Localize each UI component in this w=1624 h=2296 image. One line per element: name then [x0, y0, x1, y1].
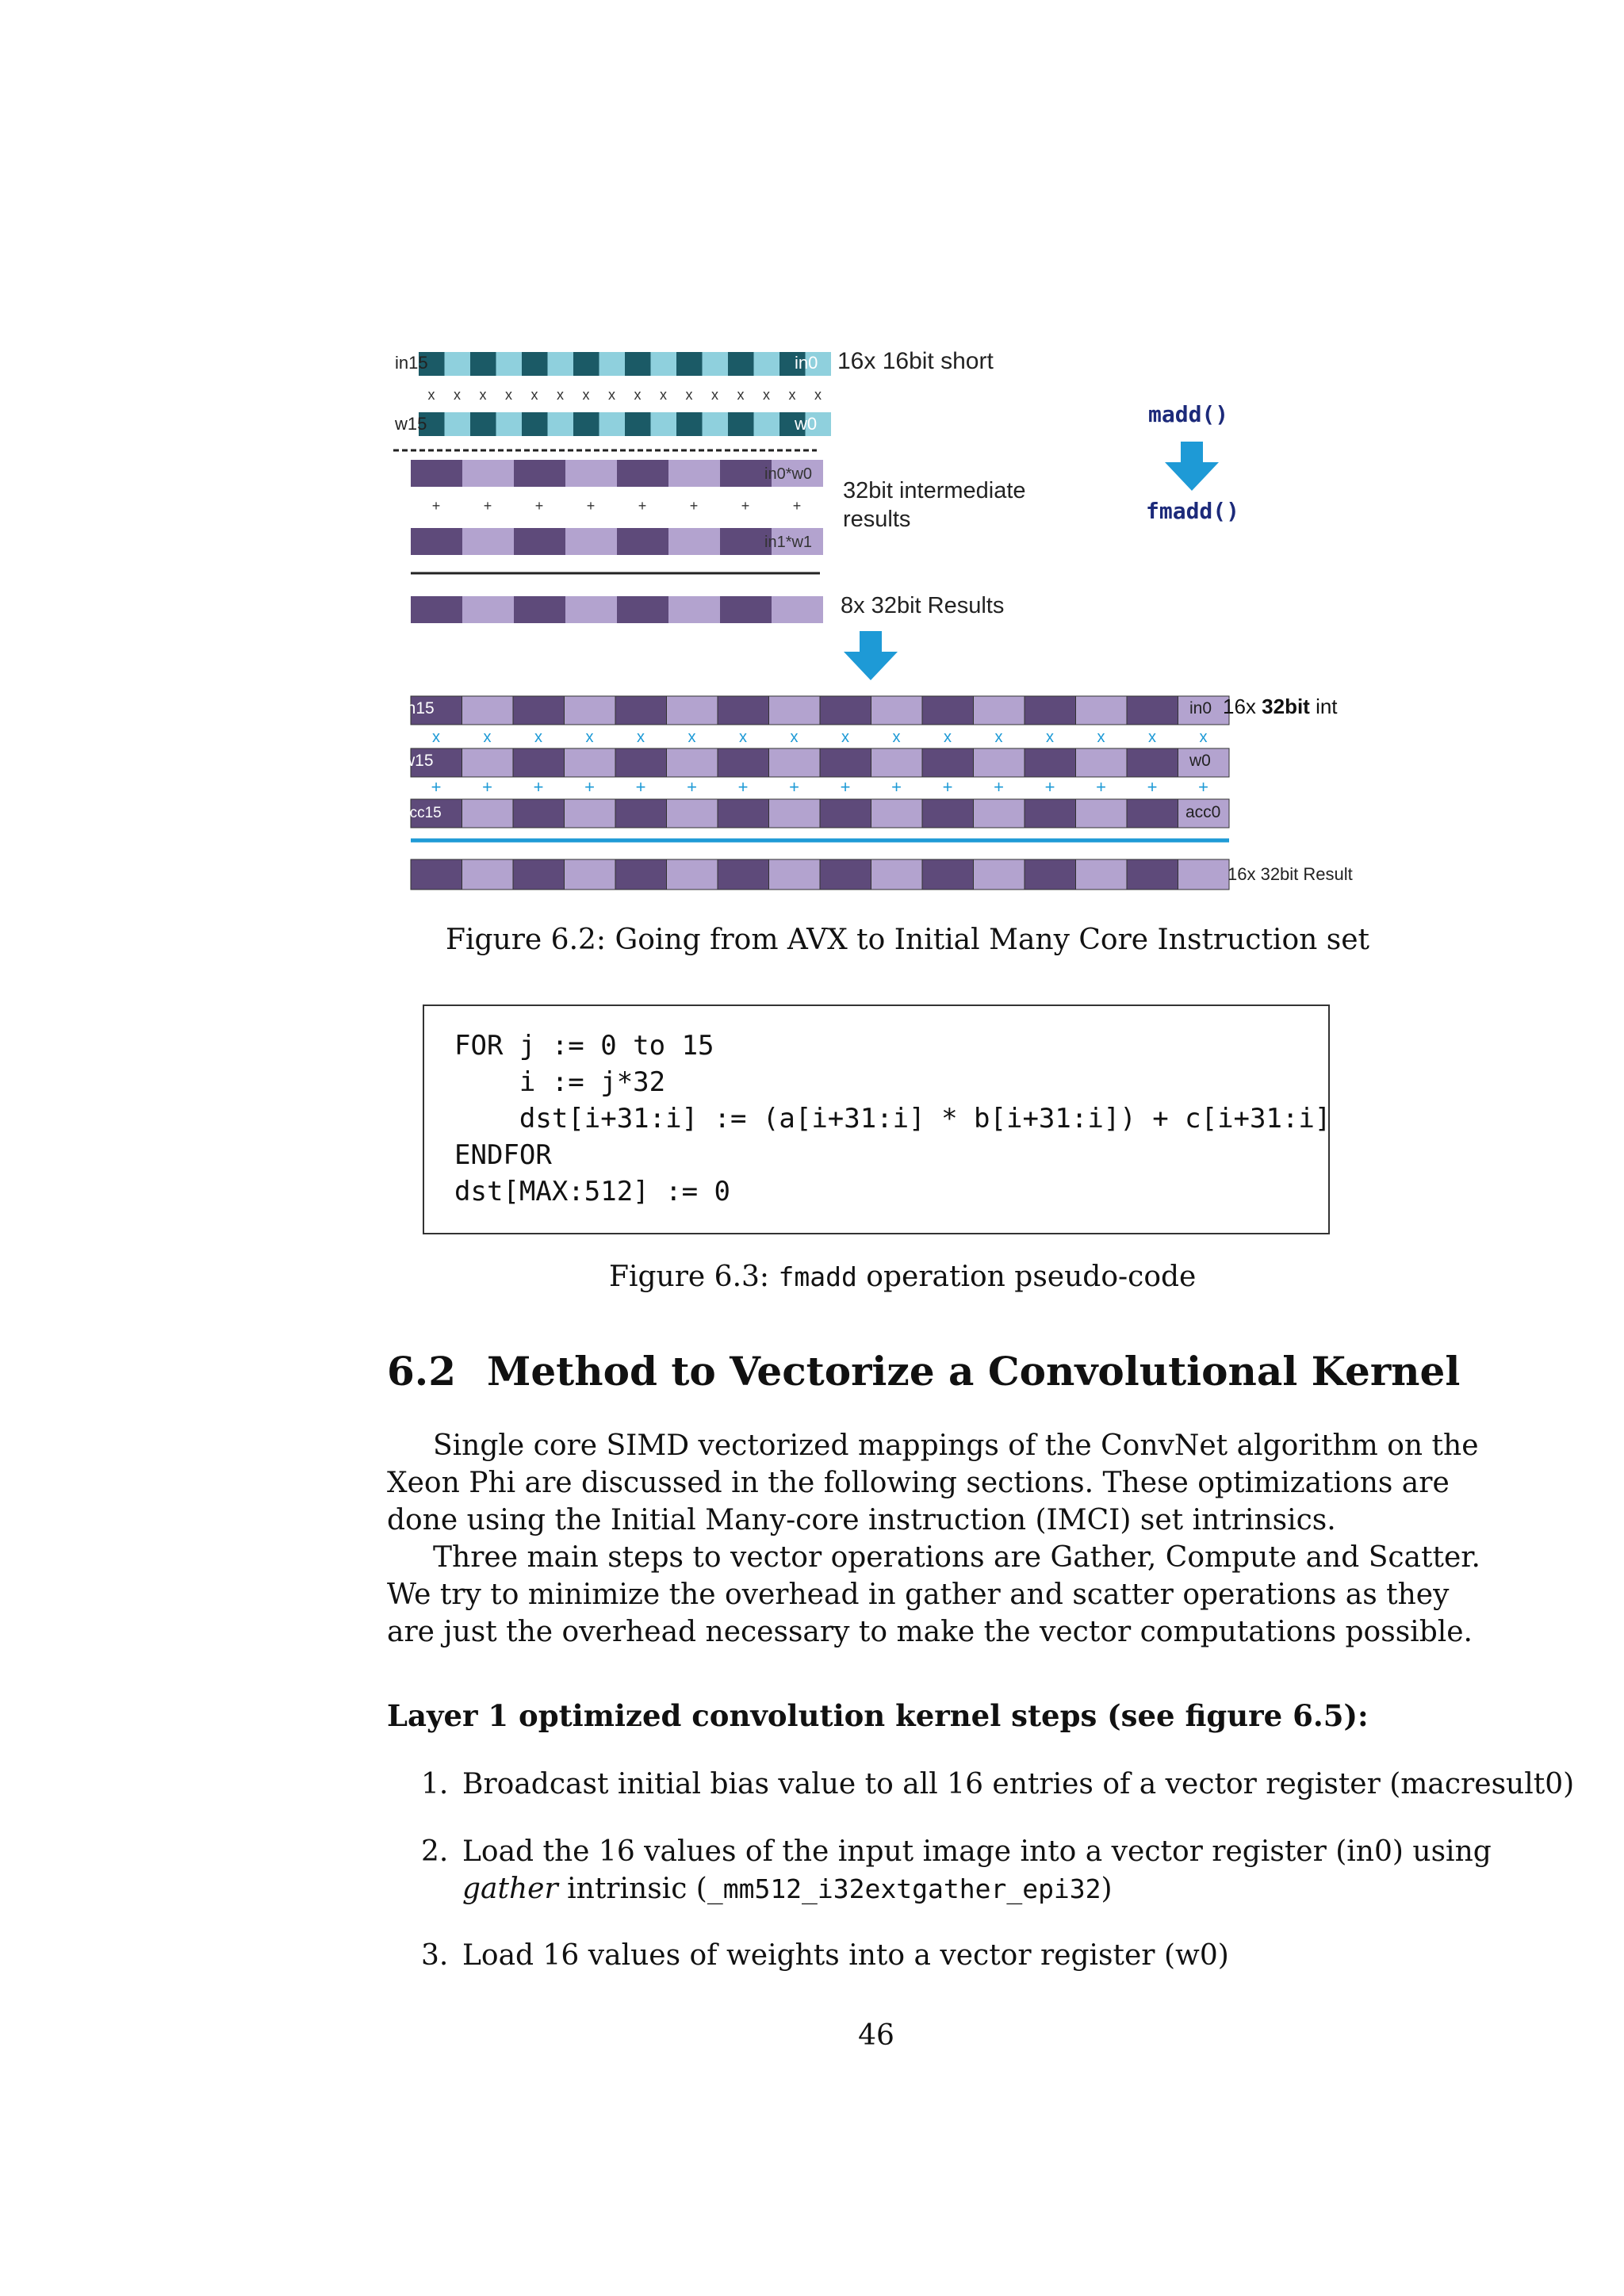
imci-acc-cell [820, 799, 871, 828]
imci-result-cell [922, 859, 974, 890]
figure-6-3-caption [609, 1261, 1196, 1293]
imci-acc-cell [565, 799, 616, 828]
list-item-number: 3. [421, 1939, 449, 1972]
avx-plus-symbol: + [638, 498, 647, 514]
avx-multiply-symbol: x [814, 387, 822, 403]
imci-acc-left-label: acc15 [401, 805, 442, 821]
avx-input-cell [599, 352, 626, 376]
imci-weight-cell [871, 748, 923, 777]
imci-input-cell [462, 696, 514, 725]
avx-weight-cell [651, 412, 677, 436]
avx-result-cell [720, 596, 772, 623]
imci-result-cell [1178, 859, 1230, 890]
imci-acc-cell [769, 799, 821, 828]
section-number: 6.2 [387, 1348, 456, 1395]
avx-input-cell [676, 352, 703, 376]
caption-prefix: Figure 6.3: [609, 1261, 779, 1293]
avx-multiply-symbol: x [763, 387, 770, 403]
imci-multiply-symbol: x [841, 729, 849, 746]
avx-result-cell [514, 596, 565, 623]
imci-input-cell [615, 696, 667, 725]
imci-plus-symbol: + [533, 777, 544, 797]
avx-weight-cell [599, 412, 626, 436]
avx-input-cell [703, 352, 729, 376]
imci-weight-cell [1076, 748, 1128, 777]
madd-label: madd() [1148, 401, 1229, 427]
avx-weight-cell [548, 412, 574, 436]
imci-weight-cell [462, 748, 514, 777]
imci-input-cell [871, 696, 923, 725]
imci-multiply-symbol: x [994, 729, 1003, 746]
paragraph-line: done using the Initial Many-core instruction (IMCI) set intrinsics. [387, 1504, 1336, 1536]
imci-plus-symbol: + [737, 777, 749, 797]
avx-prod1-label: in1*w1 [764, 534, 813, 551]
list-item-end: ) [1101, 1873, 1113, 1905]
paragraph-line: Three main steps to vector operations are Gather, Compute and Scatter. [433, 1541, 1480, 1574]
imci-plus-symbol: + [635, 777, 646, 797]
avx-multiply-symbol: x [479, 387, 487, 403]
imci-acc-cell [922, 799, 974, 828]
imci-weight-cell [1025, 748, 1076, 777]
imci-input-cell [1076, 696, 1128, 725]
list-item-italic: gather [462, 1873, 558, 1905]
imci-result-cell [565, 859, 616, 890]
list-item-text: Load 16 values of weights into a vector register (w0) [462, 1939, 1229, 1972]
imci-acc-cell [1025, 799, 1076, 828]
imci-input-cell [1025, 696, 1076, 725]
paragraph-line: Single core SIMD vectorized mappings of the ConvNet algorithm on the [433, 1429, 1479, 1462]
imci-in-right-label: in0 [1189, 699, 1212, 718]
code-line: i := j*32 [454, 1066, 666, 1098]
list-item [421, 1937, 1229, 1974]
imci-multiply-symbol: x [1046, 729, 1054, 746]
imci-plus-symbol: + [1198, 777, 1208, 797]
imci-result-label: 16x 32bit Result [1228, 864, 1353, 884]
imci-weight-cell [615, 748, 667, 777]
list-item-number: 2. [421, 1835, 449, 1868]
avx-input-cell [445, 352, 471, 376]
steps-heading: Layer 1 optimized convolution kernel steps (see figure 6.5): [387, 1698, 1369, 1733]
figure-6-2 [389, 341, 1380, 896]
imci-input-cell [922, 696, 974, 725]
avx-intermediate-cell [411, 460, 462, 487]
imci-result-cell [769, 859, 821, 890]
avx-intermediate-cell [668, 528, 720, 555]
caption-code: fmadd [778, 1261, 857, 1292]
avx-plus-symbol: + [741, 498, 750, 514]
avx-multiply-symbol: x [737, 387, 745, 403]
pseudo-code-box [423, 1004, 1330, 1234]
avx-multiply-symbol: x [530, 387, 538, 403]
imci-plus-symbol: + [687, 777, 697, 797]
imci-int-bold: 32bit [1262, 695, 1310, 718]
imci-plus-symbol: + [891, 777, 902, 797]
avx-plus-symbol: + [431, 498, 441, 514]
imci-acc-cell [1127, 799, 1178, 828]
avx-result-cell [668, 596, 720, 623]
avx-plus-symbol: + [792, 498, 802, 514]
avx-multiply-symbol: x [557, 387, 564, 403]
avx-weight-cell [676, 412, 703, 436]
imci-multiply-symbol: x [892, 729, 901, 746]
imci-input-cell [1127, 696, 1178, 725]
imci-weight-cell [974, 748, 1025, 777]
imci-weight-cell [820, 748, 871, 777]
imci-result-cell [615, 859, 667, 890]
imci-result-cell [1127, 859, 1178, 890]
imci-acc-right-label: acc0 [1185, 803, 1221, 821]
imci-acc-cell [718, 799, 769, 828]
avx-weight-cell [754, 412, 780, 436]
page-number: 46 [858, 2019, 894, 2052]
avx-prod0-label: in0*w0 [764, 465, 813, 483]
imci-input-cell [769, 696, 821, 725]
avx-input-cell [651, 352, 677, 376]
avx-result-cell [617, 596, 668, 623]
imci-plus-symbol: + [1096, 777, 1106, 797]
paragraph-line: are just the overhead necessary to make the vector computations possible. [387, 1616, 1473, 1648]
avx-input-cell [470, 352, 496, 376]
code-line: ENDFOR [454, 1139, 552, 1171]
imci-result-cell [1025, 859, 1076, 890]
down-arrow-icon [1165, 442, 1219, 491]
imci-weight-cell [922, 748, 974, 777]
avx-results-label: 8x 32bit Results [841, 593, 1005, 618]
imci-plus-symbol: + [1044, 777, 1055, 797]
avx-multiply-symbol: x [685, 387, 693, 403]
avx-in-right-label: in0 [795, 353, 818, 373]
section-title: Method to Vectorize a Convolutional Kernel [487, 1348, 1461, 1395]
avx-w-right-label: w0 [795, 414, 818, 434]
imci-plus-symbol: + [840, 777, 851, 797]
imci-input-cell [565, 696, 616, 725]
avx-intermediate-cell [668, 460, 720, 487]
avx-multiply-symbol: x [505, 387, 512, 403]
list-item-mid: intrinsic ( [557, 1873, 707, 1905]
imci-plus-symbol: + [1147, 777, 1158, 797]
imci-weight-cell [718, 748, 769, 777]
imci-w-left-label: w15 [403, 752, 434, 770]
avx-intermediate-cell [462, 528, 514, 555]
imci-acc-cell [974, 799, 1025, 828]
imci-plus-symbol: + [994, 777, 1004, 797]
avx-weight-cell [470, 412, 496, 436]
avx-multiply-symbol: x [660, 387, 667, 403]
avx-plus-symbol: + [483, 498, 492, 514]
list-item [421, 1766, 1574, 1803]
imci-weight-cell [667, 748, 718, 777]
avx-input-cell [548, 352, 574, 376]
imci-plus-symbol: + [482, 777, 492, 797]
avx-intermediate-cell [514, 460, 565, 487]
avx-intermediate-cell [565, 460, 617, 487]
avx-input-cell [728, 352, 754, 376]
imci-input-cell [513, 696, 565, 725]
imci-multiply-symbol: x [637, 729, 645, 746]
avx-input-cell [496, 352, 523, 376]
avx-multiply-symbol: x [788, 387, 796, 403]
avx-plus-symbol: + [586, 498, 596, 514]
avx-short-label: 16x 16bit short [837, 348, 994, 374]
imci-result-cell [411, 859, 462, 890]
avx-weight-cell [445, 412, 471, 436]
imci-acc-cell [871, 799, 923, 828]
down-arrow-icon [844, 631, 898, 680]
avx-input-cell [573, 352, 599, 376]
avx-weight-cell [573, 412, 599, 436]
avx-in-left-label: in15 [395, 353, 428, 373]
paragraph-1 [387, 1427, 1479, 1539]
imci-int-label [1223, 695, 1338, 718]
list-item-text: Load the 16 values of the input image into a vector register (in0) using [462, 1835, 1492, 1868]
imci-plus-symbol: + [789, 777, 799, 797]
avx-multiply-symbol: x [582, 387, 590, 403]
imci-result-cell [718, 859, 769, 890]
imci-acc-cell [513, 799, 565, 828]
imci-input-cell [820, 696, 871, 725]
imci-multiply-symbol: x [432, 729, 440, 746]
avx-weight-cell [703, 412, 729, 436]
imci-result-cell [513, 859, 565, 890]
imci-multiply-symbol: x [534, 729, 542, 746]
avx-multiply-symbol: x [634, 387, 642, 403]
code-line: dst[MAX:512] := 0 [454, 1176, 730, 1207]
avx-input-cell [625, 352, 651, 376]
imci-plus-symbol: + [942, 777, 953, 797]
code-line: dst[i+31:i] := (a[i+31:i] * b[i+31:i]) + c[i+31:i] [454, 1103, 1331, 1135]
avx-multiply-symbol: x [454, 387, 461, 403]
paragraph-2 [387, 1539, 1480, 1651]
imci-multiply-symbol: x [585, 729, 594, 746]
imci-plus-symbol: + [584, 777, 595, 797]
imci-weight-cell [769, 748, 821, 777]
imci-multiply-symbol: x [483, 729, 492, 746]
avx-intermediate-cell [617, 460, 668, 487]
imci-acc-cell [1076, 799, 1128, 828]
list-item-number: 1. [421, 1768, 449, 1800]
imci-weight-cell [513, 748, 565, 777]
imci-int-suffix: int [1309, 695, 1338, 718]
avx-result-cell [462, 596, 514, 623]
avx-weight-cell [496, 412, 523, 436]
fmadd-label: fmadd() [1146, 498, 1240, 524]
imci-multiply-symbol: x [1097, 729, 1105, 746]
caption-suffix: operation pseudo-code [856, 1261, 1197, 1293]
paragraph-line: Xeon Phi are discussed in the following sections. These optimizations are [387, 1467, 1450, 1499]
imci-multiply-symbol: x [1148, 729, 1156, 746]
imci-multiply-symbol: x [1199, 729, 1208, 746]
avx-to-imci-diagram [389, 341, 1380, 896]
imci-in-left-label: in15 [403, 699, 435, 718]
avx-result-cell [565, 596, 617, 623]
avx-w-left-label: w15 [395, 414, 427, 434]
avx-input-cell [754, 352, 780, 376]
list-item-text: Broadcast initial bias value to all 16 entries of a vector register (macresult0) [462, 1768, 1575, 1800]
imci-input-cell [718, 696, 769, 725]
imci-result-cell [974, 859, 1025, 890]
imci-acc-cell [667, 799, 718, 828]
imci-multiply-symbol: x [688, 729, 696, 746]
imci-multiply-symbol: x [739, 729, 747, 746]
imci-input-cell [974, 696, 1025, 725]
imci-result-cell [871, 859, 923, 890]
imci-weight-cell [1127, 748, 1178, 777]
avx-multiply-symbol: x [711, 387, 718, 403]
imci-result-cell [667, 859, 718, 890]
imci-w-right-label: w0 [1189, 752, 1211, 770]
paragraph-line: We try to minimize the overhead in gather and scatter operations as they [387, 1578, 1450, 1611]
avx-intermediate-label-2: results [843, 507, 911, 532]
avx-plus-symbol: + [534, 498, 544, 514]
imci-plus-symbol: + [431, 777, 442, 797]
avx-weight-cell [522, 412, 548, 436]
code-line: FOR j := 0 to 15 [454, 1030, 714, 1062]
avx-intermediate-cell [411, 528, 462, 555]
avx-multiply-symbol: x [608, 387, 615, 403]
imci-int-prefix: 16x [1223, 695, 1262, 718]
imci-acc-cell [615, 799, 667, 828]
avx-weight-cell [728, 412, 754, 436]
imci-multiply-symbol: x [944, 729, 952, 746]
avx-multiply-symbol: x [427, 387, 435, 403]
avx-input-cell [522, 352, 548, 376]
avx-plus-symbol: + [689, 498, 699, 514]
figure-6-2-caption: Figure 6.2: Going from AVX to Initial Many Core Instruction set [446, 924, 1369, 956]
list-item [421, 1833, 1492, 1908]
avx-result-cell [772, 596, 823, 623]
avx-intermediate-label-1: 32bit intermediate [843, 478, 1026, 503]
section-heading [387, 1348, 1460, 1395]
imci-acc-cell [462, 799, 514, 828]
avx-result-cell [411, 596, 462, 623]
imci-result-cell [462, 859, 514, 890]
imci-multiply-symbol: x [790, 729, 799, 746]
imci-weight-cell [565, 748, 616, 777]
imci-result-cell [820, 859, 871, 890]
avx-intermediate-cell [617, 528, 668, 555]
avx-weight-cell [625, 412, 651, 436]
avx-intermediate-cell [565, 528, 617, 555]
avx-intermediate-cell [462, 460, 514, 487]
avx-intermediate-cell [514, 528, 565, 555]
imci-input-cell [667, 696, 718, 725]
intrinsic-name: _mm512_i32extgather_epi32 [707, 1873, 1101, 1904]
imci-result-cell [1076, 859, 1128, 890]
